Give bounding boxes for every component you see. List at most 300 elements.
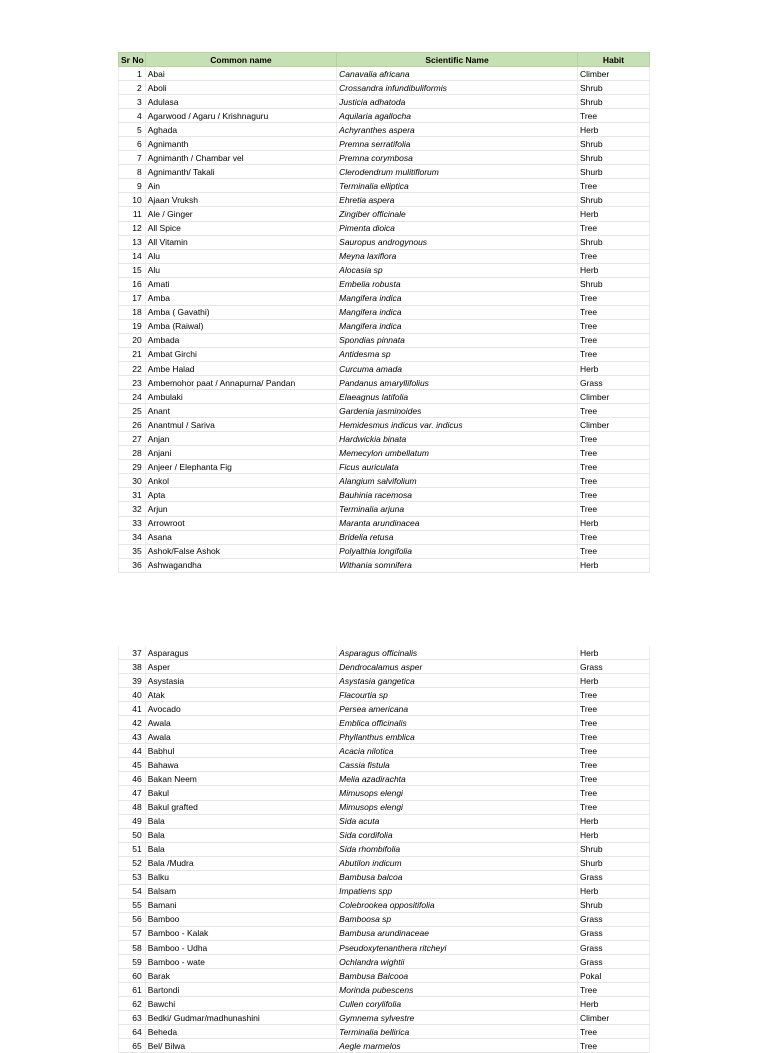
common-name-cell: Arjun (145, 502, 336, 516)
sr-no-cell: 3 (119, 95, 146, 109)
table-row (119, 814, 650, 828)
scientific-name-cell: Phyllanthus emblica (337, 730, 578, 744)
scientific-name-cell: Bambusa balcoa (337, 870, 578, 884)
table-row (119, 758, 650, 772)
common-name-cell: Anjani (145, 446, 336, 460)
common-name-cell: Ale / Ginger (145, 207, 336, 221)
table-row (119, 95, 650, 109)
habit-cell: Herb (577, 828, 649, 842)
table-row (119, 207, 650, 221)
habit-cell: Tree (577, 716, 649, 730)
sr-no-cell: 52 (119, 856, 146, 870)
sr-no-cell: 49 (119, 814, 146, 828)
common-name-cell: Apta (145, 488, 336, 502)
common-name-cell: Beheda (145, 1025, 336, 1039)
common-name-cell: Anjeer / Elephanta Fig (145, 460, 336, 474)
common-name-cell: Bala (145, 814, 336, 828)
habit-cell: Tree (577, 1025, 649, 1039)
table-row (119, 151, 650, 165)
sr-no-cell: 47 (119, 786, 146, 800)
scientific-name-cell: Mangifera indica (337, 291, 578, 305)
common-name-cell: Balsam (145, 884, 336, 898)
habit-cell: Tree (577, 404, 649, 418)
table-row (119, 912, 650, 926)
table-row (119, 870, 650, 884)
scientific-name-cell: Bauhinia racemosa (337, 488, 578, 502)
table-row (119, 404, 650, 418)
sr-no-cell: 43 (119, 730, 146, 744)
sr-no-cell: 20 (119, 333, 146, 347)
header-scientific-name: Scientific Name (337, 53, 578, 67)
scientific-name-cell: Alangium salvifolium (337, 474, 578, 488)
table-row (119, 674, 650, 688)
scientific-name-cell: Asystasia gangetica (337, 674, 578, 688)
header-habit: Habit (577, 53, 649, 67)
sr-no-cell: 45 (119, 758, 146, 772)
sr-no-cell: 10 (119, 193, 146, 207)
header-sr-no: Sr No (119, 53, 146, 67)
habit-cell: Tree (577, 502, 649, 516)
table-row (119, 997, 650, 1011)
scientific-name-cell: Ochlandra wightii (337, 955, 578, 969)
table-row (119, 376, 650, 390)
table-row (119, 688, 650, 702)
table-row (119, 800, 650, 814)
table-row (119, 418, 650, 432)
scientific-name-cell: Embelia robusta (337, 277, 578, 291)
common-name-cell: Ankol (145, 474, 336, 488)
common-name-cell: Ambulaki (145, 390, 336, 404)
sr-no-cell: 26 (119, 418, 146, 432)
common-name-cell: Amba (Raiwal) (145, 319, 336, 333)
scientific-name-cell: Sida acuta (337, 814, 578, 828)
common-name-cell: Anant (145, 404, 336, 418)
sr-no-cell: 27 (119, 432, 146, 446)
common-name-cell: Bedki/ Gudmar/madhunashini (145, 1011, 336, 1025)
habit-cell: Tree (577, 688, 649, 702)
sr-no-cell: 46 (119, 772, 146, 786)
common-name-cell: Agnimanth (145, 137, 336, 151)
sr-no-cell: 31 (119, 488, 146, 502)
scientific-name-cell: Polyalthia longifolia (337, 544, 578, 558)
table-row (119, 390, 650, 404)
table-row (119, 744, 650, 758)
scientific-name-cell: Meyna laxiflora (337, 249, 578, 263)
habit-cell: Tree (577, 544, 649, 558)
habit-cell: Grass (577, 955, 649, 969)
sr-no-cell: 55 (119, 898, 146, 912)
common-name-cell: Bala /Mudra (145, 856, 336, 870)
habit-cell: Tree (577, 432, 649, 446)
habit-cell: Shrub (577, 151, 649, 165)
plant-table-page-1 (118, 52, 650, 573)
sr-no-cell: 8 (119, 165, 146, 179)
sr-no-cell: 40 (119, 688, 146, 702)
habit-cell: Grass (577, 870, 649, 884)
habit-cell: Shurb (577, 165, 649, 179)
table-row (119, 137, 650, 151)
plant-table-page-2 (118, 646, 650, 1053)
common-name-cell: All Vitamin (145, 235, 336, 249)
sr-no-cell: 12 (119, 221, 146, 235)
table-row (119, 221, 650, 235)
habit-cell: Shrub (577, 81, 649, 95)
sr-no-cell: 21 (119, 347, 146, 361)
sr-no-cell: 25 (119, 404, 146, 418)
scientific-name-cell: Crossandra infundibuliformis (337, 81, 578, 95)
sr-no-cell: 11 (119, 207, 146, 221)
habit-cell: Grass (577, 940, 649, 954)
table-row (119, 179, 650, 193)
habit-cell: Grass (577, 912, 649, 926)
common-name-cell: Asper (145, 660, 336, 674)
habit-cell: Grass (577, 660, 649, 674)
common-name-cell: Ambe Halad (145, 361, 336, 375)
table-row (119, 319, 650, 333)
scientific-name-cell: Justicia adhatoda (337, 95, 578, 109)
scientific-name-cell: Premna serratifolia (337, 137, 578, 151)
sr-no-cell: 48 (119, 800, 146, 814)
table-row (119, 305, 650, 319)
common-name-cell: Amati (145, 277, 336, 291)
table-row (119, 884, 650, 898)
scientific-name-cell: Mangifera indica (337, 319, 578, 333)
common-name-cell: Awala (145, 716, 336, 730)
sr-no-cell: 14 (119, 249, 146, 263)
table-row (119, 263, 650, 277)
table-row (119, 446, 650, 460)
scientific-name-cell: Abutilon indicum (337, 856, 578, 870)
common-name-cell: Amba (145, 291, 336, 305)
common-name-cell: Bartondi (145, 983, 336, 997)
scientific-name-cell: Ehretia aspera (337, 193, 578, 207)
scientific-name-cell: Ficus auriculata (337, 460, 578, 474)
habit-cell: Shrub (577, 95, 649, 109)
scientific-name-cell: Morinda pubescens (337, 983, 578, 997)
sr-no-cell: 57 (119, 926, 146, 940)
sr-no-cell: 19 (119, 319, 146, 333)
habit-cell: Tree (577, 474, 649, 488)
sr-no-cell: 5 (119, 123, 146, 137)
common-name-cell: Aghada (145, 123, 336, 137)
scientific-name-cell: Terminalia bellirica (337, 1025, 578, 1039)
table-row (119, 432, 650, 446)
table-row (119, 716, 650, 730)
common-name-cell: Ambat Girchi (145, 347, 336, 361)
scientific-name-cell: Clerodendrum mulitiflorum (337, 165, 578, 179)
habit-cell: Tree (577, 249, 649, 263)
habit-cell: Herb (577, 123, 649, 137)
habit-cell: Tree (577, 179, 649, 193)
common-name-cell: Bala (145, 828, 336, 842)
scientific-name-cell: Emblica officinalis (337, 716, 578, 730)
table-row (119, 530, 650, 544)
scientific-name-cell: Spondias pinnata (337, 333, 578, 347)
scientific-name-cell: Bambusa Balcooa (337, 969, 578, 983)
habit-cell: Tree (577, 347, 649, 361)
common-name-cell: Asystasia (145, 674, 336, 688)
habit-cell: Tree (577, 333, 649, 347)
sr-no-cell: 37 (119, 646, 146, 660)
habit-cell: Shurb (577, 856, 649, 870)
sr-no-cell: 38 (119, 660, 146, 674)
sr-no-cell: 54 (119, 884, 146, 898)
table-row (119, 544, 650, 558)
habit-cell: Tree (577, 1039, 649, 1053)
habit-cell: Herb (577, 558, 649, 572)
sr-no-cell: 16 (119, 277, 146, 291)
habit-cell: Tree (577, 291, 649, 305)
scientific-name-cell: Curcuma amada (337, 361, 578, 375)
table-row (119, 474, 650, 488)
table-row (119, 67, 650, 81)
habit-cell: Herb (577, 263, 649, 277)
common-name-cell: Bamboo - wate (145, 955, 336, 969)
common-name-cell: Asparagus (145, 646, 336, 660)
scientific-name-cell: Cassia fistula (337, 758, 578, 772)
habit-cell: Herb (577, 646, 649, 660)
sr-no-cell: 2 (119, 81, 146, 95)
habit-cell: Tree (577, 221, 649, 235)
common-name-cell: Atak (145, 688, 336, 702)
scientific-name-cell: Persea americana (337, 702, 578, 716)
scientific-name-cell: Sauropus androgynous (337, 235, 578, 249)
scientific-name-cell: Aegle marmelos (337, 1039, 578, 1053)
sr-no-cell: 42 (119, 716, 146, 730)
scientific-name-cell: Gardenia jasminoides (337, 404, 578, 418)
habit-cell: Shrub (577, 842, 649, 856)
sr-no-cell: 65 (119, 1039, 146, 1053)
common-name-cell: Alu (145, 249, 336, 263)
table-row (119, 969, 650, 983)
table-row (119, 516, 650, 530)
scientific-name-cell: Pseudoxytenanthera ritcheyi (337, 940, 578, 954)
scientific-name-cell: Asparagus officinalis (337, 646, 578, 660)
table-row (119, 786, 650, 800)
table-row (119, 926, 650, 940)
table-row (119, 488, 650, 502)
habit-cell: Tree (577, 305, 649, 319)
sr-no-cell: 29 (119, 460, 146, 474)
habit-cell: Tree (577, 446, 649, 460)
sr-no-cell: 30 (119, 474, 146, 488)
common-name-cell: Ain (145, 179, 336, 193)
sr-no-cell: 51 (119, 842, 146, 856)
sr-no-cell: 50 (119, 828, 146, 842)
sr-no-cell: 17 (119, 291, 146, 305)
scientific-name-cell: Canavalia africana (337, 67, 578, 81)
sr-no-cell: 39 (119, 674, 146, 688)
table-row (119, 1025, 650, 1039)
habit-cell: Herb (577, 674, 649, 688)
table-row (119, 702, 650, 716)
sr-no-cell: 18 (119, 305, 146, 319)
sr-no-cell: 62 (119, 997, 146, 1011)
scientific-name-cell: Flacourtia sp (337, 688, 578, 702)
scientific-name-cell: Sida cordifolia (337, 828, 578, 842)
habit-cell: Shrub (577, 193, 649, 207)
scientific-name-cell: Maranta arundinacea (337, 516, 578, 530)
table-row (119, 123, 650, 137)
scientific-name-cell: Melia azadirachta (337, 772, 578, 786)
table-row (119, 277, 650, 291)
common-name-cell: Bakul (145, 786, 336, 800)
habit-cell: Tree (577, 800, 649, 814)
sr-no-cell: 22 (119, 361, 146, 375)
sr-no-cell: 33 (119, 516, 146, 530)
habit-cell: Pokal (577, 969, 649, 983)
table-row (119, 361, 650, 375)
habit-cell: Herb (577, 997, 649, 1011)
habit-cell: Shrub (577, 277, 649, 291)
scientific-name-cell: Colebrookea oppositifolia (337, 898, 578, 912)
common-name-cell: Amba ( Gavathi) (145, 305, 336, 319)
scientific-name-cell: Mimusops elengi (337, 800, 578, 814)
table-row (119, 460, 650, 474)
sr-no-cell: 6 (119, 137, 146, 151)
habit-cell: Tree (577, 460, 649, 474)
sr-no-cell: 13 (119, 235, 146, 249)
common-name-cell: Bala (145, 842, 336, 856)
habit-cell: Climber (577, 67, 649, 81)
common-name-cell: Barak (145, 969, 336, 983)
scientific-name-cell: Bridelia retusa (337, 530, 578, 544)
habit-cell: Climber (577, 418, 649, 432)
common-name-cell: Adulasa (145, 95, 336, 109)
table-row (119, 291, 650, 305)
habit-cell: Shrub (577, 137, 649, 151)
scientific-name-cell: Pandanus amaryllifolius (337, 376, 578, 390)
scientific-name-cell: Pimenta dioica (337, 221, 578, 235)
sr-no-cell: 53 (119, 870, 146, 884)
habit-cell: Tree (577, 109, 649, 123)
table-header-row (119, 53, 650, 67)
sr-no-cell: 61 (119, 983, 146, 997)
habit-cell: Tree (577, 744, 649, 758)
table-body-page-1 (119, 67, 650, 573)
table-row (119, 955, 650, 969)
common-name-cell: Agarwood / Agaru / Krishnaguru (145, 109, 336, 123)
common-name-cell: Bamani (145, 898, 336, 912)
common-name-cell: Anjan (145, 432, 336, 446)
scientific-name-cell: Achyranthes aspera (337, 123, 578, 137)
sr-no-cell: 60 (119, 969, 146, 983)
scientific-name-cell: Acacia nilotica (337, 744, 578, 758)
habit-cell: Shrub (577, 235, 649, 249)
common-name-cell: Agnimanth/ Takali (145, 165, 336, 179)
scientific-name-cell: Impatiens spp (337, 884, 578, 898)
scientific-name-cell: Hardwickia binata (337, 432, 578, 446)
common-name-cell: Aboli (145, 81, 336, 95)
table-row (119, 502, 650, 516)
table-row (119, 772, 650, 786)
scientific-name-cell: Hemidesmus indicus var. indicus (337, 418, 578, 432)
table-row (119, 983, 650, 997)
sr-no-cell: 32 (119, 502, 146, 516)
sr-no-cell: 23 (119, 376, 146, 390)
table-row (119, 940, 650, 954)
table-row (119, 828, 650, 842)
common-name-cell: Ambada (145, 333, 336, 347)
sr-no-cell: 35 (119, 544, 146, 558)
common-name-cell: Anantmul / Sariva (145, 418, 336, 432)
common-name-cell: Bel/ Bilwa (145, 1039, 336, 1053)
habit-cell: Tree (577, 488, 649, 502)
table-row (119, 1039, 650, 1053)
habit-cell: Grass (577, 926, 649, 940)
scientific-name-cell: Gymnema sylvestre (337, 1011, 578, 1025)
common-name-cell: Bakul grafted (145, 800, 336, 814)
common-name-cell: Arrowroot (145, 516, 336, 530)
common-name-cell: Avocado (145, 702, 336, 716)
common-name-cell: Ajaan Vruksh (145, 193, 336, 207)
scientific-name-cell: Mangifera indica (337, 305, 578, 319)
table-row (119, 249, 650, 263)
habit-cell: Climber (577, 1011, 649, 1025)
table-row (119, 347, 650, 361)
common-name-cell: Asana (145, 530, 336, 544)
habit-cell: Tree (577, 983, 649, 997)
common-name-cell: Ashok/False Ashok (145, 544, 336, 558)
habit-cell: Tree (577, 530, 649, 544)
sr-no-cell: 1 (119, 67, 146, 81)
sr-no-cell: 34 (119, 530, 146, 544)
scientific-name-cell: Withania somnifera (337, 558, 578, 572)
sr-no-cell: 56 (119, 912, 146, 926)
common-name-cell: Abai (145, 67, 336, 81)
sr-no-cell: 36 (119, 558, 146, 572)
habit-cell: Tree (577, 758, 649, 772)
header-common-name: Common name (145, 53, 336, 67)
scientific-name-cell: Memecylon umbellatum (337, 446, 578, 460)
table-row (119, 856, 650, 870)
common-name-cell: Bahawa (145, 758, 336, 772)
sr-no-cell: 58 (119, 940, 146, 954)
sr-no-cell: 28 (119, 446, 146, 460)
sr-no-cell: 63 (119, 1011, 146, 1025)
sr-no-cell: 7 (119, 151, 146, 165)
scientific-name-cell: Zingiber officinale (337, 207, 578, 221)
table-body-page-2 (119, 646, 650, 1053)
common-name-cell: Ashwagandha (145, 558, 336, 572)
scientific-name-cell: Terminalia elliptica (337, 179, 578, 193)
table-row (119, 898, 650, 912)
scientific-name-cell: Elaeagnus latifolia (337, 390, 578, 404)
table-row (119, 730, 650, 744)
table-row (119, 646, 650, 660)
sr-no-cell: 15 (119, 263, 146, 277)
habit-cell: Tree (577, 730, 649, 744)
sr-no-cell: 44 (119, 744, 146, 758)
table-row (119, 1011, 650, 1025)
table-row (119, 109, 650, 123)
sr-no-cell: 59 (119, 955, 146, 969)
scientific-name-cell: Sida rhombifolia (337, 842, 578, 856)
table-row (119, 81, 650, 95)
sr-no-cell: 41 (119, 702, 146, 716)
habit-cell: Herb (577, 207, 649, 221)
habit-cell: Tree (577, 786, 649, 800)
table-row (119, 558, 650, 572)
common-name-cell: Bamboo - Kalak (145, 926, 336, 940)
habit-cell: Herb (577, 814, 649, 828)
sr-no-cell: 64 (119, 1025, 146, 1039)
common-name-cell: All Spice (145, 221, 336, 235)
scientific-name-cell: Bambusa arundinaceae (337, 926, 578, 940)
table-row (119, 193, 650, 207)
habit-cell: Climber (577, 390, 649, 404)
habit-cell: Herb (577, 361, 649, 375)
